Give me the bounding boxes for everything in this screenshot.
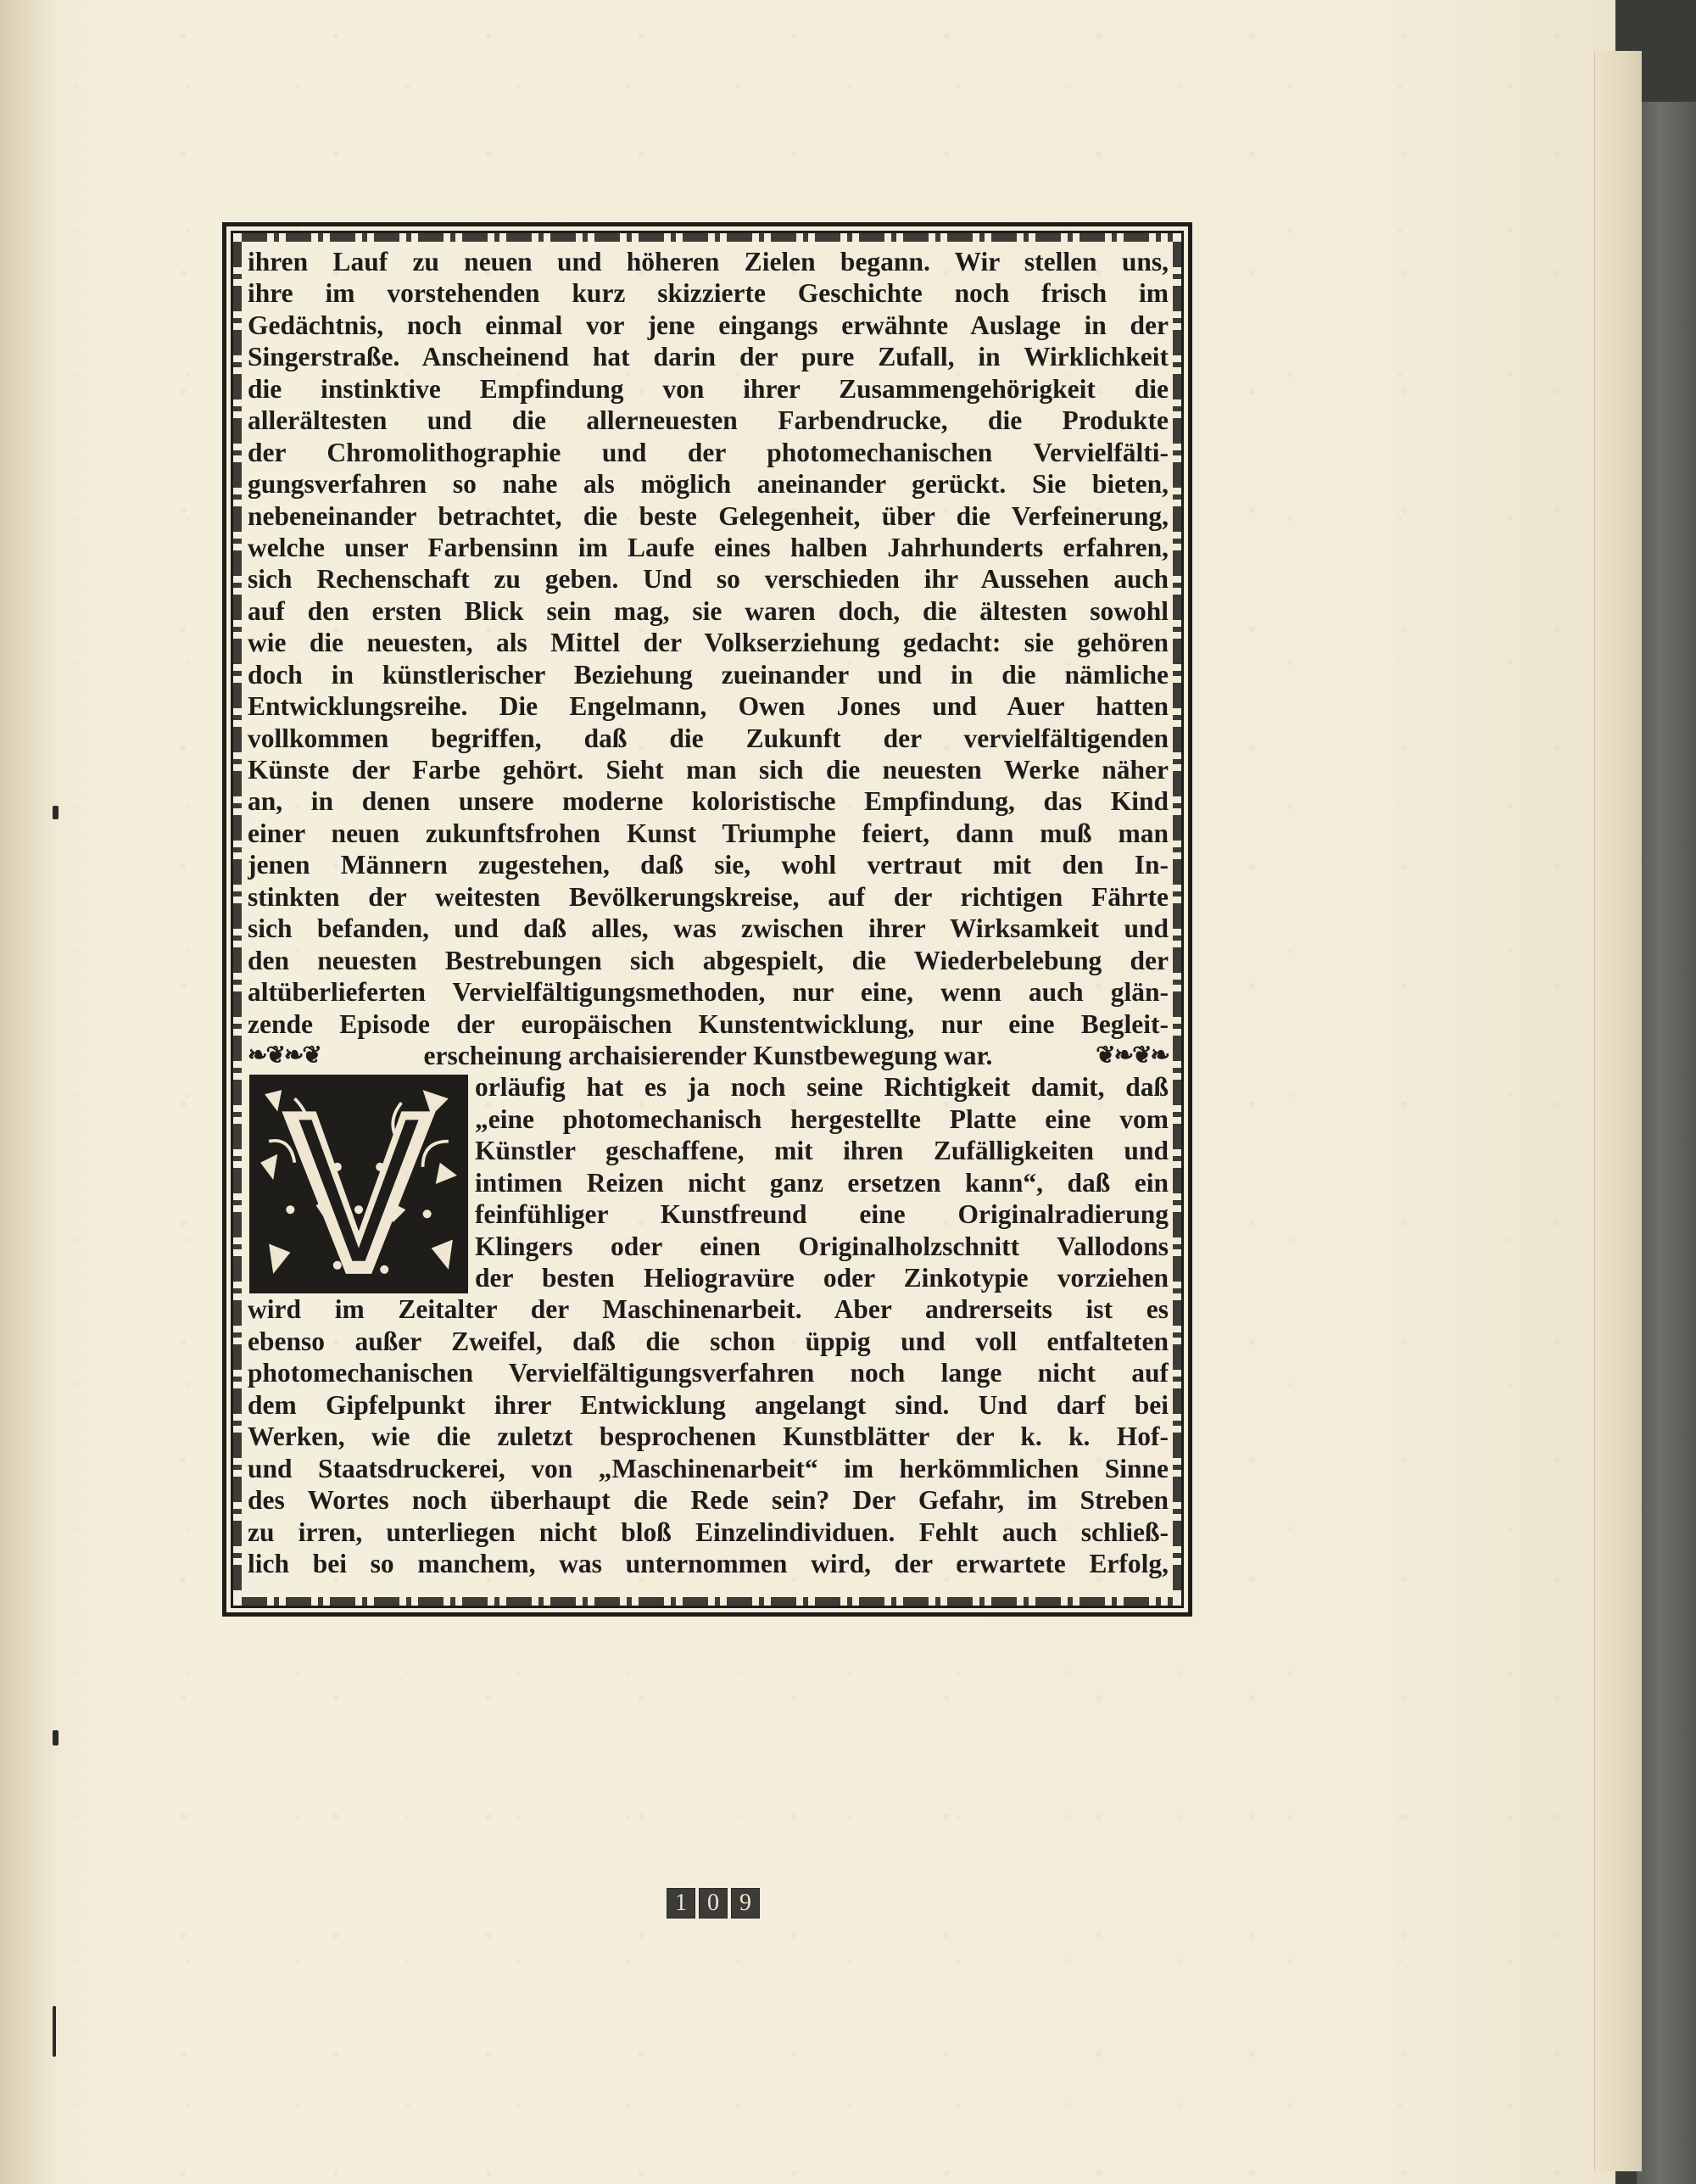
text-line: ihre im vorstehenden kurz skizzierte Geschichte noch frisch im — [248, 278, 1169, 309]
text-line: den neuesten Bestrebungen sich abgespielt, die Wiederbelebung der — [248, 945, 1169, 975]
frame-border-bottom — [242, 1597, 1173, 1606]
text-line: der Chromolithographie und der photomechanischen Vervielfälti- — [248, 437, 1169, 467]
text-line: nebeneinander betrachtet, die beste Gelegenheit, über die Verfeinerung, — [248, 500, 1169, 531]
text-line: Entwicklungsreihe. Die Engelmann, Owen Jones und Auer hatten — [248, 691, 1169, 722]
text-line: und Staatsdruckerei, von „Maschinenarbeit“ im herkömmlichen Sinne — [248, 1453, 1169, 1483]
text-line: altüberlieferten Vervielfältigungsmethoden, nur eine, wenn auch glän- — [248, 977, 1169, 1008]
text-line: allerältesten und die allerneuesten Farbendrucke, die Produkte — [248, 405, 1169, 436]
paragraph-bottom — [248, 1293, 1169, 1579]
text-line: zu irren, unterliegen nicht bloß Einzelindividuen. Fehlt auch schließ- — [248, 1517, 1169, 1547]
text-line: doch in künstlerischer Beziehung zueinander und in die nämliche — [248, 659, 1169, 690]
page-number-digit: 0 — [699, 1888, 728, 1919]
binding-thread-mark — [53, 2006, 56, 2057]
text-line: jenen Männern zugestehen, daß sie, wohl vertraut mit den In- — [248, 850, 1169, 880]
binding-thread-mark — [53, 806, 59, 819]
text-line: dem Gipfelpunkt ihrer Entwicklung angelangt sind. Und darf bei — [248, 1389, 1169, 1420]
binding-gutter — [0, 0, 59, 2184]
text-line: gungsverfahren so nahe als möglich aneinander gerückt. Sie bieten, — [248, 469, 1169, 500]
text-line: intimen Reizen nicht ganz ersetzen kann“, daß ein — [475, 1167, 1169, 1198]
text-line: feinfühliger Kunstfreund eine Originalradierung — [475, 1199, 1169, 1230]
page-edge-lip — [1594, 51, 1642, 2171]
text-line: Künste der Farbe gehört. Sieht man sich die neuesten Werke näher — [248, 755, 1169, 785]
text-line: zende Episode der europäischen Kunstentwicklung, nur eine Begleit- — [248, 1008, 1169, 1039]
initial-paragraph — [248, 1071, 1169, 1293]
ornament-line — [248, 1040, 1169, 1071]
text-line: orläufig hat es ja noch seine Richtigkeit damit, daß — [475, 1072, 1169, 1103]
ornament-left-icon: ❧❦❧❦ — [248, 1042, 321, 1069]
text-line: ebenso außer Zweifel, daß die schon üppig und voll entfalteten — [248, 1326, 1169, 1356]
frame-border-top — [242, 233, 1173, 242]
page-number-digit: 9 — [731, 1888, 760, 1919]
text-line: ihren Lauf zu neuen und höheren Zielen begann. Wir stellen uns, — [248, 247, 1169, 276]
text-line: wie die neuesten, als Mittel der Volkserziehung gedacht: sie gehören — [248, 628, 1169, 658]
text-line: photomechanischen Vervielfältigungsverfahren noch lange nicht auf — [248, 1358, 1169, 1388]
text-line: welche unser Farbensinn im Laufe eines halben Jahrhunderts erfahren, — [248, 532, 1169, 562]
text-line: Werken, wie die zuletzt besprochenen Kunstblätter der k. k. Hof- — [248, 1422, 1169, 1452]
text-line: wird im Zeitalter der Maschinenarbeit. Aber andrerseits ist es — [248, 1294, 1169, 1325]
text-line: Singerstraße. Anscheinend hat darin der pure Zufall, in Wirklichkeit — [248, 342, 1169, 372]
text-line: des Wortes noch überhaupt die Rede sein? Der Gefahr, im Streben — [248, 1485, 1169, 1516]
text-line: an, in denen unsere moderne koloristische Empfindung, das Kind — [248, 786, 1169, 817]
text-line: auf den ersten Blick sein mag, sie waren doch, die ältesten sowohl — [248, 595, 1169, 626]
decorated-initial-v-icon — [249, 1075, 468, 1293]
binding-thread-mark — [53, 1730, 59, 1746]
page-number — [667, 1888, 760, 1919]
page-number-digit: 1 — [667, 1888, 695, 1919]
frame-border-right — [1173, 242, 1181, 1597]
text-line: lich bei so manchem, was unternommen wird, der erwartete Erfolg, — [248, 1548, 1169, 1578]
frame-border-left — [233, 242, 242, 1597]
text-line: einer neuen zukunftsfrohen Kunst Triumphe feiert, dann muß man — [248, 818, 1169, 848]
body-text — [248, 246, 1169, 1579]
ornament-right-icon: ❦❧❦❧ — [1096, 1042, 1169, 1069]
text-line: sich Rechenschaft zu geben. Und so verschieden ihr Aussehen auch — [248, 564, 1169, 595]
text-line: die instinktive Empfindung von ihrer Zusammengehörigkeit die — [248, 373, 1169, 404]
book-edge-background — [1637, 102, 1696, 2184]
text-line: sich befanden, und daß alles, was zwischen ihrer Wirksamkeit und — [248, 913, 1169, 944]
text-line: Künstler geschaffene, mit ihren Zufälligkeiten und — [475, 1136, 1169, 1166]
text-line: der besten Heliogravüre oder Zinkotypie vorziehen — [475, 1263, 1169, 1293]
paragraph-top — [248, 246, 1169, 1040]
text-line: „eine photomechanisch hergestellte Platte eine vom — [475, 1103, 1169, 1134]
ornament-line-text: erscheinung archaisierender Kunstbewegung war. — [423, 1040, 993, 1070]
text-line: vollkommen begriffen, daß die Zukunft der vervielfältigenden — [248, 723, 1169, 753]
text-line: stinkten der weitesten Bevölkerungskreise, auf der richtigen Fährte — [248, 881, 1169, 912]
text-line: Gedächtnis, noch einmal vor jene eingangs erwähnte Auslage in der — [248, 310, 1169, 340]
text-line: Klingers oder einen Originalholzschnitt Vallodons — [475, 1231, 1169, 1261]
